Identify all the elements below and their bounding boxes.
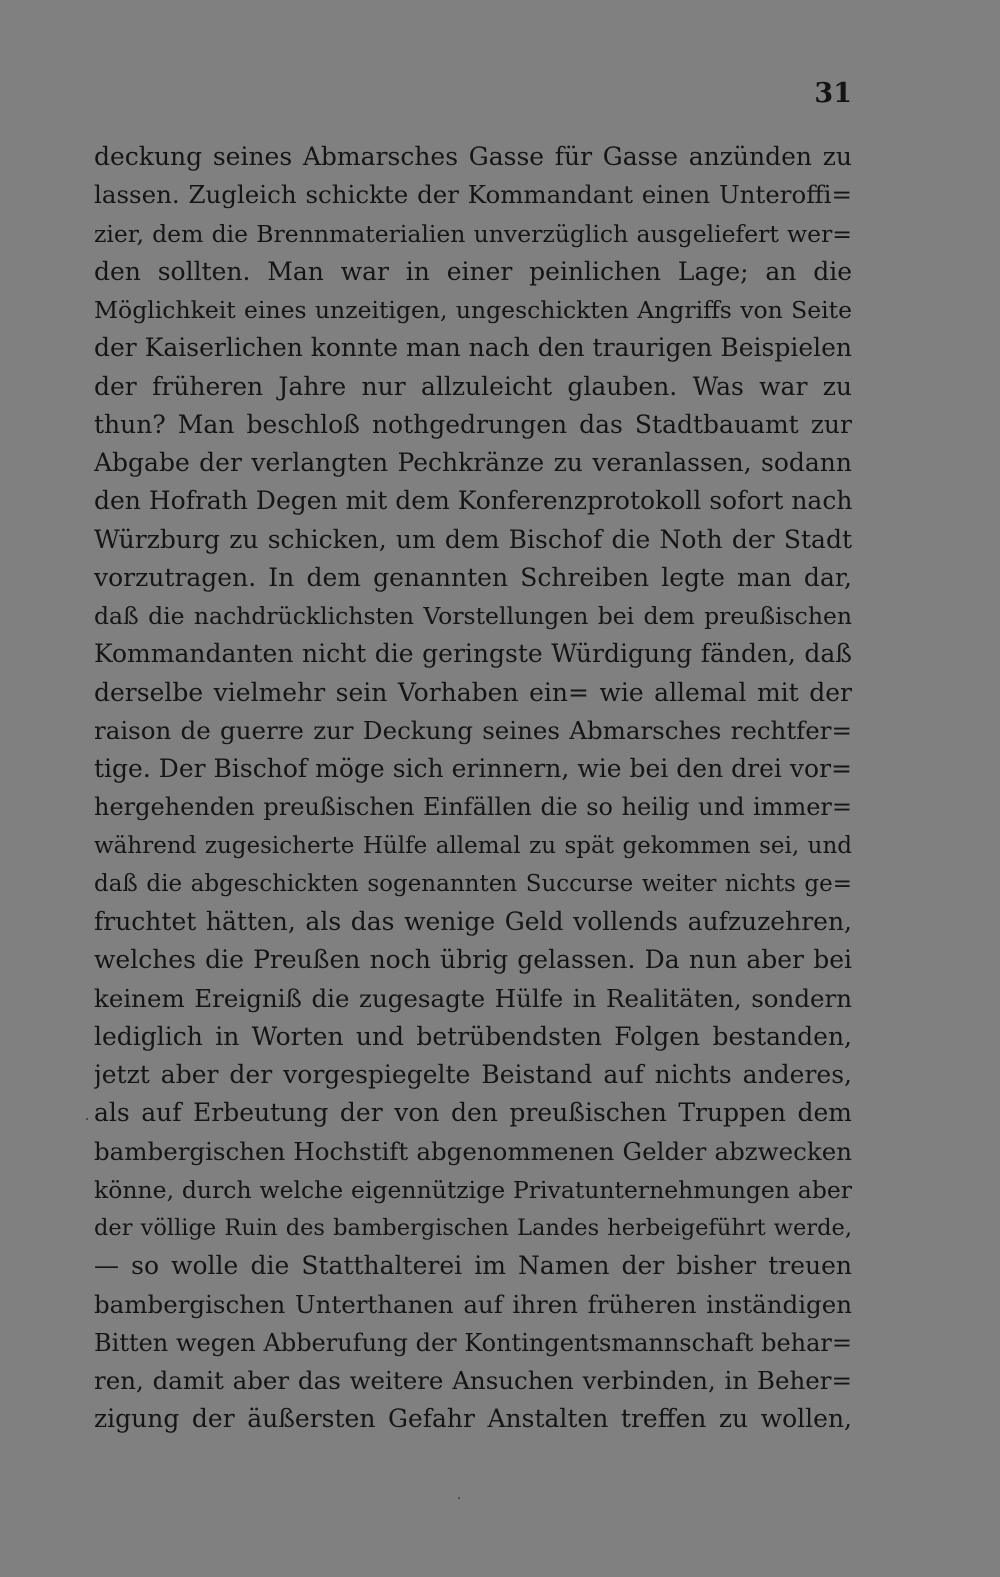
text-line: der Kaiserlichen konnte man nach den traurigen Beispielen xyxy=(94,333,852,363)
text-line: welches die Preußen noch übrig gelassen. Da nun aber bei xyxy=(94,945,852,975)
text-line: den Hofrath Degen mit dem Konferenzprotokoll sofort nach xyxy=(94,486,852,516)
paper-speck xyxy=(458,1497,460,1499)
text-line: derselbe vielmehr sein Vorhaben ein= wie allemal mit der xyxy=(94,677,852,707)
text-line: Bitten wegen Abberufung der Kontingentsmannschaft behar= xyxy=(94,1328,852,1357)
text-line: zier, dem die Brennmaterialien unverzüglich ausgeliefert wer= xyxy=(94,219,852,248)
text-line: — so wolle die Statthalterei im Namen der bisher treuen xyxy=(94,1251,852,1281)
text-line: keinem Ereigniß die zugesagte Hülfe in Realitäten, sondern xyxy=(94,983,852,1013)
text-line: tige. Der Bischof möge sich erinnern, wie bei den drei vor= xyxy=(94,754,852,783)
text-line: bambergischen Unterthanen auf ihren früheren inständigen xyxy=(94,1289,852,1319)
text-line: lassen. Zugleich schickte der Kommandant einen Unteroffi= xyxy=(94,180,852,210)
text-line: Kommandanten nicht die geringste Würdigung fänden, daß xyxy=(94,639,852,669)
text-line: Möglichkeit eines unzeitigen, ungeschickten Angriffs von Seite xyxy=(94,296,852,324)
text-line: vorzutragen. In dem genannten Schreiben legte man dar, xyxy=(94,562,852,592)
text-line: der früheren Jahre nur allzuleicht glauben. Was war zu xyxy=(94,371,852,401)
text-line: thun? Man beschloß nothgedrungen das Stadtbauamt zur xyxy=(94,409,852,439)
text-line: lediglich in Worten und betrübendsten Folgen bestanden, xyxy=(94,1021,852,1051)
text-line: ren, damit aber das weitere Ansuchen verbinden, in Beher= xyxy=(94,1366,852,1395)
text-line: könne, durch welche eigennützige Privatunternehmungen aber xyxy=(94,1175,852,1204)
text-line: bambergischen Hochstift abgenommenen Gelder abzwecken xyxy=(94,1136,852,1166)
paper-speck xyxy=(86,1118,88,1120)
text-line: deckung seines Abmarsches Gasse für Gasse anzünden zu xyxy=(94,142,852,171)
page-number: 31 xyxy=(814,78,852,109)
text-line: fruchtet hätten, als das wenige Geld vollends aufzuzehren, xyxy=(94,907,852,936)
text-line: daß die abgeschickten sogenannten Succurse weiter nichts ge= xyxy=(94,870,852,897)
text-line: der völlige Ruin des bambergischen Landes herbeigeführt werde, xyxy=(94,1215,852,1241)
text-line: daß die nachdrücklichsten Vorstellungen bei dem preußischen xyxy=(94,602,852,630)
text-line: jetzt aber der vorgespiegelte Beistand auf nichts anderes, xyxy=(94,1060,852,1089)
text-line: als auf Erbeutung der von den preußischen Truppen dem xyxy=(94,1098,852,1128)
text-line: Würzburg zu schicken, um dem Bischof die Noth der Stadt xyxy=(94,524,852,554)
text-line: den sollten. Man war in einer peinlichen Lage; an die xyxy=(94,256,852,286)
text-line: hergehenden preußischen Einfällen die so heilig und immer= xyxy=(94,793,852,822)
body-text xyxy=(94,138,852,1439)
text-line: raison de guerre zur Deckung seines Abmarsches rechtfer= xyxy=(94,715,852,745)
text-line: während zugesicherte Hülfe allemal zu spät gekommen sei, und xyxy=(94,832,852,859)
text-line: Abgabe der verlangten Pechkränze zu veranlassen, sodann xyxy=(94,448,852,477)
text-line: zigung der äußersten Gefahr Anstalten treffen zu wollen, xyxy=(94,1404,852,1434)
